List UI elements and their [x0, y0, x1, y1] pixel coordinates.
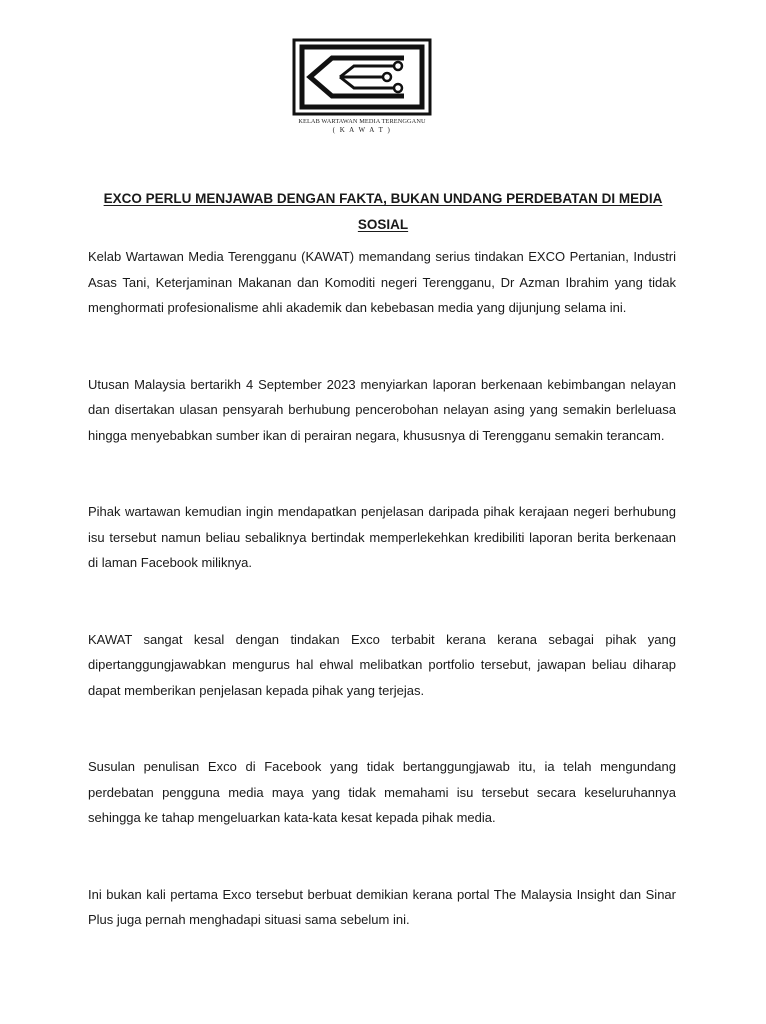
paragraph-4: KAWAT sangat kesal dengan tindakan Exco terbabit kerana kerana sebagai pihak yang dipertanggungjawabkan mengurus hal ehwal melibatkan portfolio tersebut, jawapan beliau diharap dapat memberikan penjelasan kepada pihak yang terjejas.	[88, 631, 676, 698]
paragraph-2: Utusan Malaysia bertarikh 4 September 2023 menyiarkan laporan berkenaan kebimbangan nelayan dan disertakan ulasan pensyarah berhubung pencerobohan nelayan asing yang semakin berleluasa hingga menyebabkan sumber ikan di perairan negara, khususnya di Terengganu semakin terancam.	[88, 376, 676, 443]
document-title: EXCO PERLU MENJAWAB DENGAN FAKTA, BUKAN UNDANG PERDEBATAN DI MEDIA SOSIAL	[103, 191, 663, 232]
document-body	[88, 244, 676, 984]
logo-subcaption: ( K A W A T )	[332, 126, 392, 134]
kawat-logo	[290, 38, 434, 135]
kawat-logo-icon	[292, 38, 432, 116]
paragraph-1: Kelab Wartawan Media Terengganu (KAWAT) memandang serius tindakan EXCO Pertanian, Industri Asas Tani, Keterjaminan Makanan dan Komoditi negeri Terengganu, Dr Azman Ibrahim yang tidak menghormati profesionalisme ahli akademik dan kebebasan media yang dijunjung selama ini.	[88, 249, 676, 315]
paragraph-6: Ini bukan kali pertama Exco tersebut berbuat demikian kerana portal The Malaysia Insight dan Sinar Plus juga pernah menghadapi situasi sama sebelum ini.	[88, 886, 676, 927]
paragraph-3: Pihak wartawan kemudian ingin mendapatkan penjelasan daripada pihak kerajaan negeri berhubung isu tersebut namun beliau sebaliknya bertindak memperlekehkan kredibiliti laporan berita berkenaan di laman Facebook miliknya.	[88, 504, 676, 570]
logo-caption: KELAB WARTAWAN MEDIA TERENGGANU	[298, 118, 426, 125]
paragraph-5: Susulan penulisan Exco di Facebook yang tidak bertanggungjawab itu, ia telah mengundang perdebatan pengguna media maya yang tidak memahami isu tersebut secara keseluruhannya sehingga ke tahap mengeluarkan kata-kata kesat kepada pihak media.	[88, 759, 676, 825]
